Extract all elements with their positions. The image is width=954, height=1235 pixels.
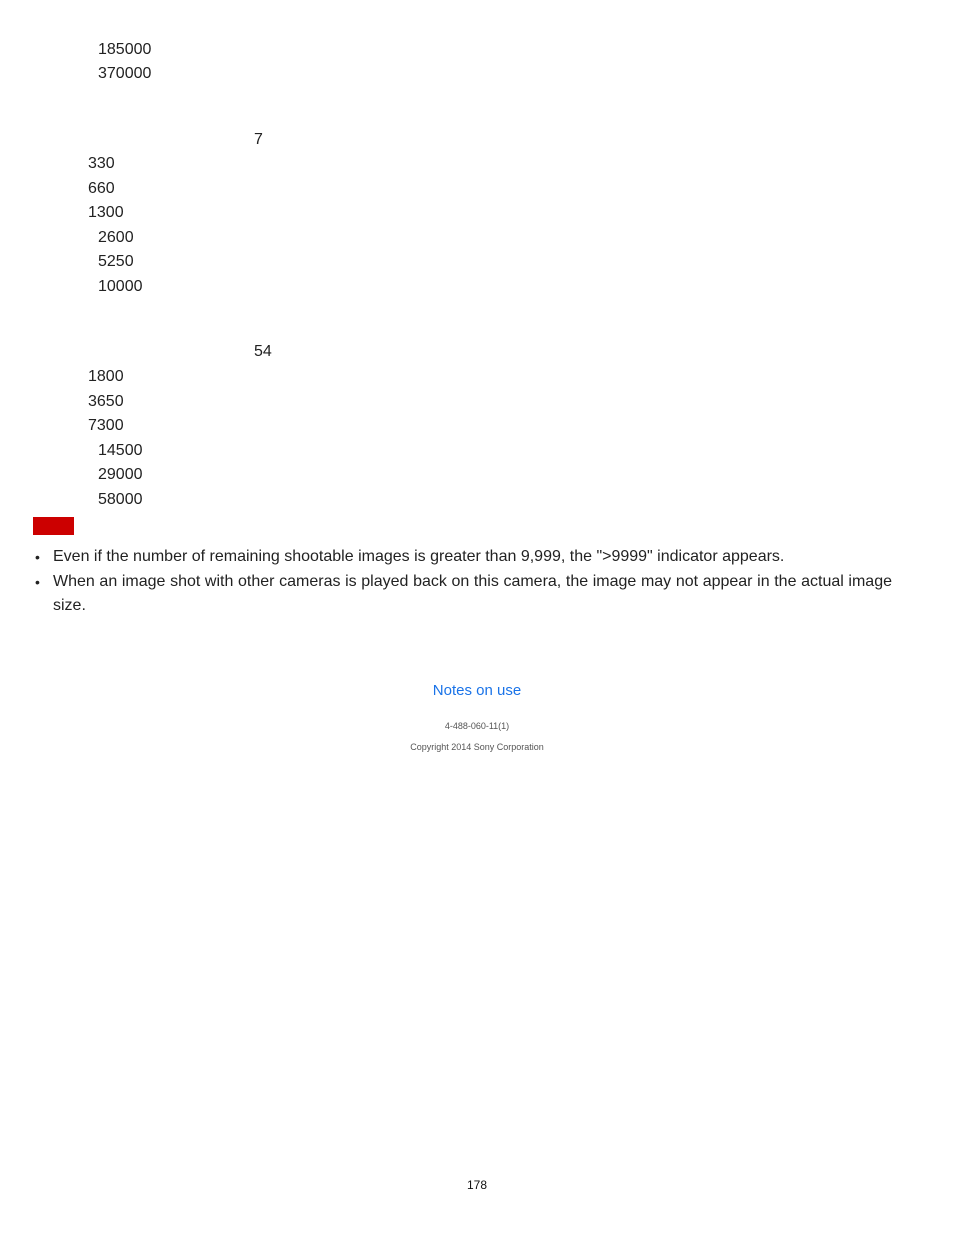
value-cell: 1800 — [88, 368, 124, 385]
copyright: Copyright 2014 Sony Corporation — [410, 742, 544, 752]
group-header-value: 54 — [254, 343, 272, 360]
notes-list — [32, 545, 892, 619]
note-badge — [33, 517, 74, 535]
group-header-value: 7 — [254, 131, 263, 148]
document-code: 4-488-060-11(1) — [444, 721, 510, 731]
bullet-icon: • — [35, 573, 40, 590]
footer-link-container — [0, 681, 954, 701]
value-cell: 1300 — [88, 204, 124, 221]
value-cell: 330 — [88, 155, 115, 172]
value-cell: 7300 — [88, 417, 124, 434]
value-cell: 370000 — [98, 65, 152, 82]
value-cell: 14500 — [98, 442, 143, 459]
value-cell: 5250 — [98, 253, 134, 270]
note-text: Even if the number of remaining shootable images is greater than 9,999, the ">9999" indicator appears. — [53, 548, 785, 565]
page-number: 178 — [466, 1178, 488, 1192]
value-cell: 660 — [88, 180, 115, 197]
value-cell: 3650 — [88, 393, 124, 410]
list-item — [32, 570, 892, 619]
value-cell: 185000 — [98, 41, 152, 58]
note-text: When an image shot with other cameras is played back on this camera, the image may not appear in the actual image size. — [53, 572, 892, 614]
value-cell: 2600 — [98, 229, 134, 246]
notes-on-use-link[interactable]: Notes on use — [432, 682, 522, 699]
list-item — [32, 545, 892, 570]
bullet-icon: • — [35, 549, 40, 565]
value-cell: 10000 — [98, 278, 143, 295]
value-cell: 58000 — [98, 491, 143, 508]
value-cell: 29000 — [98, 466, 143, 483]
